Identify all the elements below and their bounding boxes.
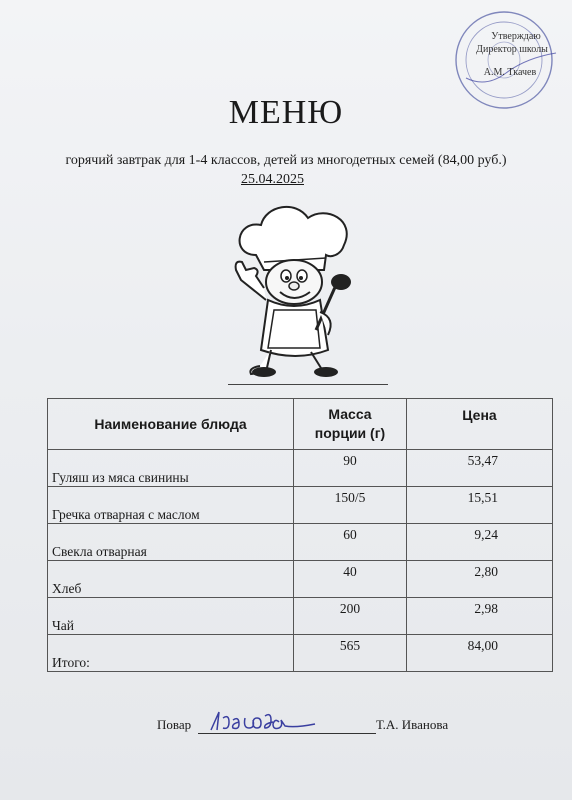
table-row — [48, 487, 553, 524]
dish-cell — [48, 487, 294, 524]
table-row — [48, 561, 553, 598]
dish-mass: 40 — [343, 564, 357, 579]
total-row — [48, 635, 553, 672]
mass-cell — [294, 561, 407, 598]
dish-price: 53,47 — [467, 453, 498, 468]
mass-cell — [294, 598, 407, 635]
total-label: Итого: — [52, 655, 90, 670]
dish-name: Хлеб — [52, 581, 82, 596]
mass-cell — [294, 524, 407, 561]
divider-line — [228, 384, 388, 385]
table-row — [48, 524, 553, 561]
total-mass-cell — [294, 635, 407, 672]
dish-mass: 90 — [343, 453, 357, 468]
menu-date-wrap — [0, 172, 545, 188]
header-price: Цена — [407, 399, 553, 450]
page-title: МЕНЮ — [228, 94, 344, 131]
header-mass-line-2: порции (г) — [314, 425, 386, 441]
total-price: 84,00 — [467, 638, 498, 653]
dish-cell — [48, 524, 294, 561]
table-row — [48, 450, 553, 487]
header-mass — [294, 399, 407, 450]
price-cell — [407, 450, 553, 487]
dish-name: Гречка отварная с маслом — [52, 507, 200, 522]
price-cell — [407, 598, 553, 635]
price-cell — [407, 524, 553, 561]
dish-cell — [48, 450, 294, 487]
dish-mass: 60 — [343, 527, 357, 542]
dish-price: 15,51 — [467, 490, 498, 505]
dish-cell — [48, 561, 294, 598]
total-mass: 565 — [339, 638, 361, 653]
dish-price: 9,24 — [474, 527, 498, 542]
menu-table — [47, 398, 553, 672]
dish-name: Гуляш из мяса свинины — [52, 470, 189, 485]
mass-cell — [294, 487, 407, 524]
total-price-cell — [407, 635, 553, 672]
cook-name: Т.А. Иванова — [376, 717, 449, 732]
handwritten-signature — [205, 706, 325, 741]
price-cell — [407, 487, 553, 524]
cook-label: Повар — [157, 717, 192, 732]
header-mass-line-1: Масса — [328, 406, 372, 422]
dish-price: 2,80 — [474, 564, 498, 579]
approval-line-1: Утверждаю — [491, 31, 541, 42]
menu-subtitle: горячий завтрак для 1-4 классов, детей из многодетных семей (84,00 руб.) — [65, 153, 507, 168]
menu-date: 25.04.2025 — [241, 172, 304, 187]
header-dish: Наименование блюда — [48, 399, 294, 450]
mass-cell — [294, 450, 407, 487]
dish-mass: 150/5 — [334, 490, 366, 505]
dish-name: Свекла отварная — [52, 544, 147, 559]
dish-price: 2,98 — [474, 601, 498, 616]
price-cell — [407, 561, 553, 598]
total-label-cell — [48, 635, 294, 672]
chef-illustration — [216, 200, 366, 390]
dish-cell — [48, 598, 294, 635]
table-header-row — [48, 399, 553, 450]
dish-name: Чай — [52, 618, 74, 633]
approval-line-3: А.М. Ткачев — [483, 67, 537, 78]
table-row — [48, 598, 553, 635]
approval-line-2: Директор школы — [476, 44, 548, 55]
dish-mass: 200 — [339, 601, 361, 616]
